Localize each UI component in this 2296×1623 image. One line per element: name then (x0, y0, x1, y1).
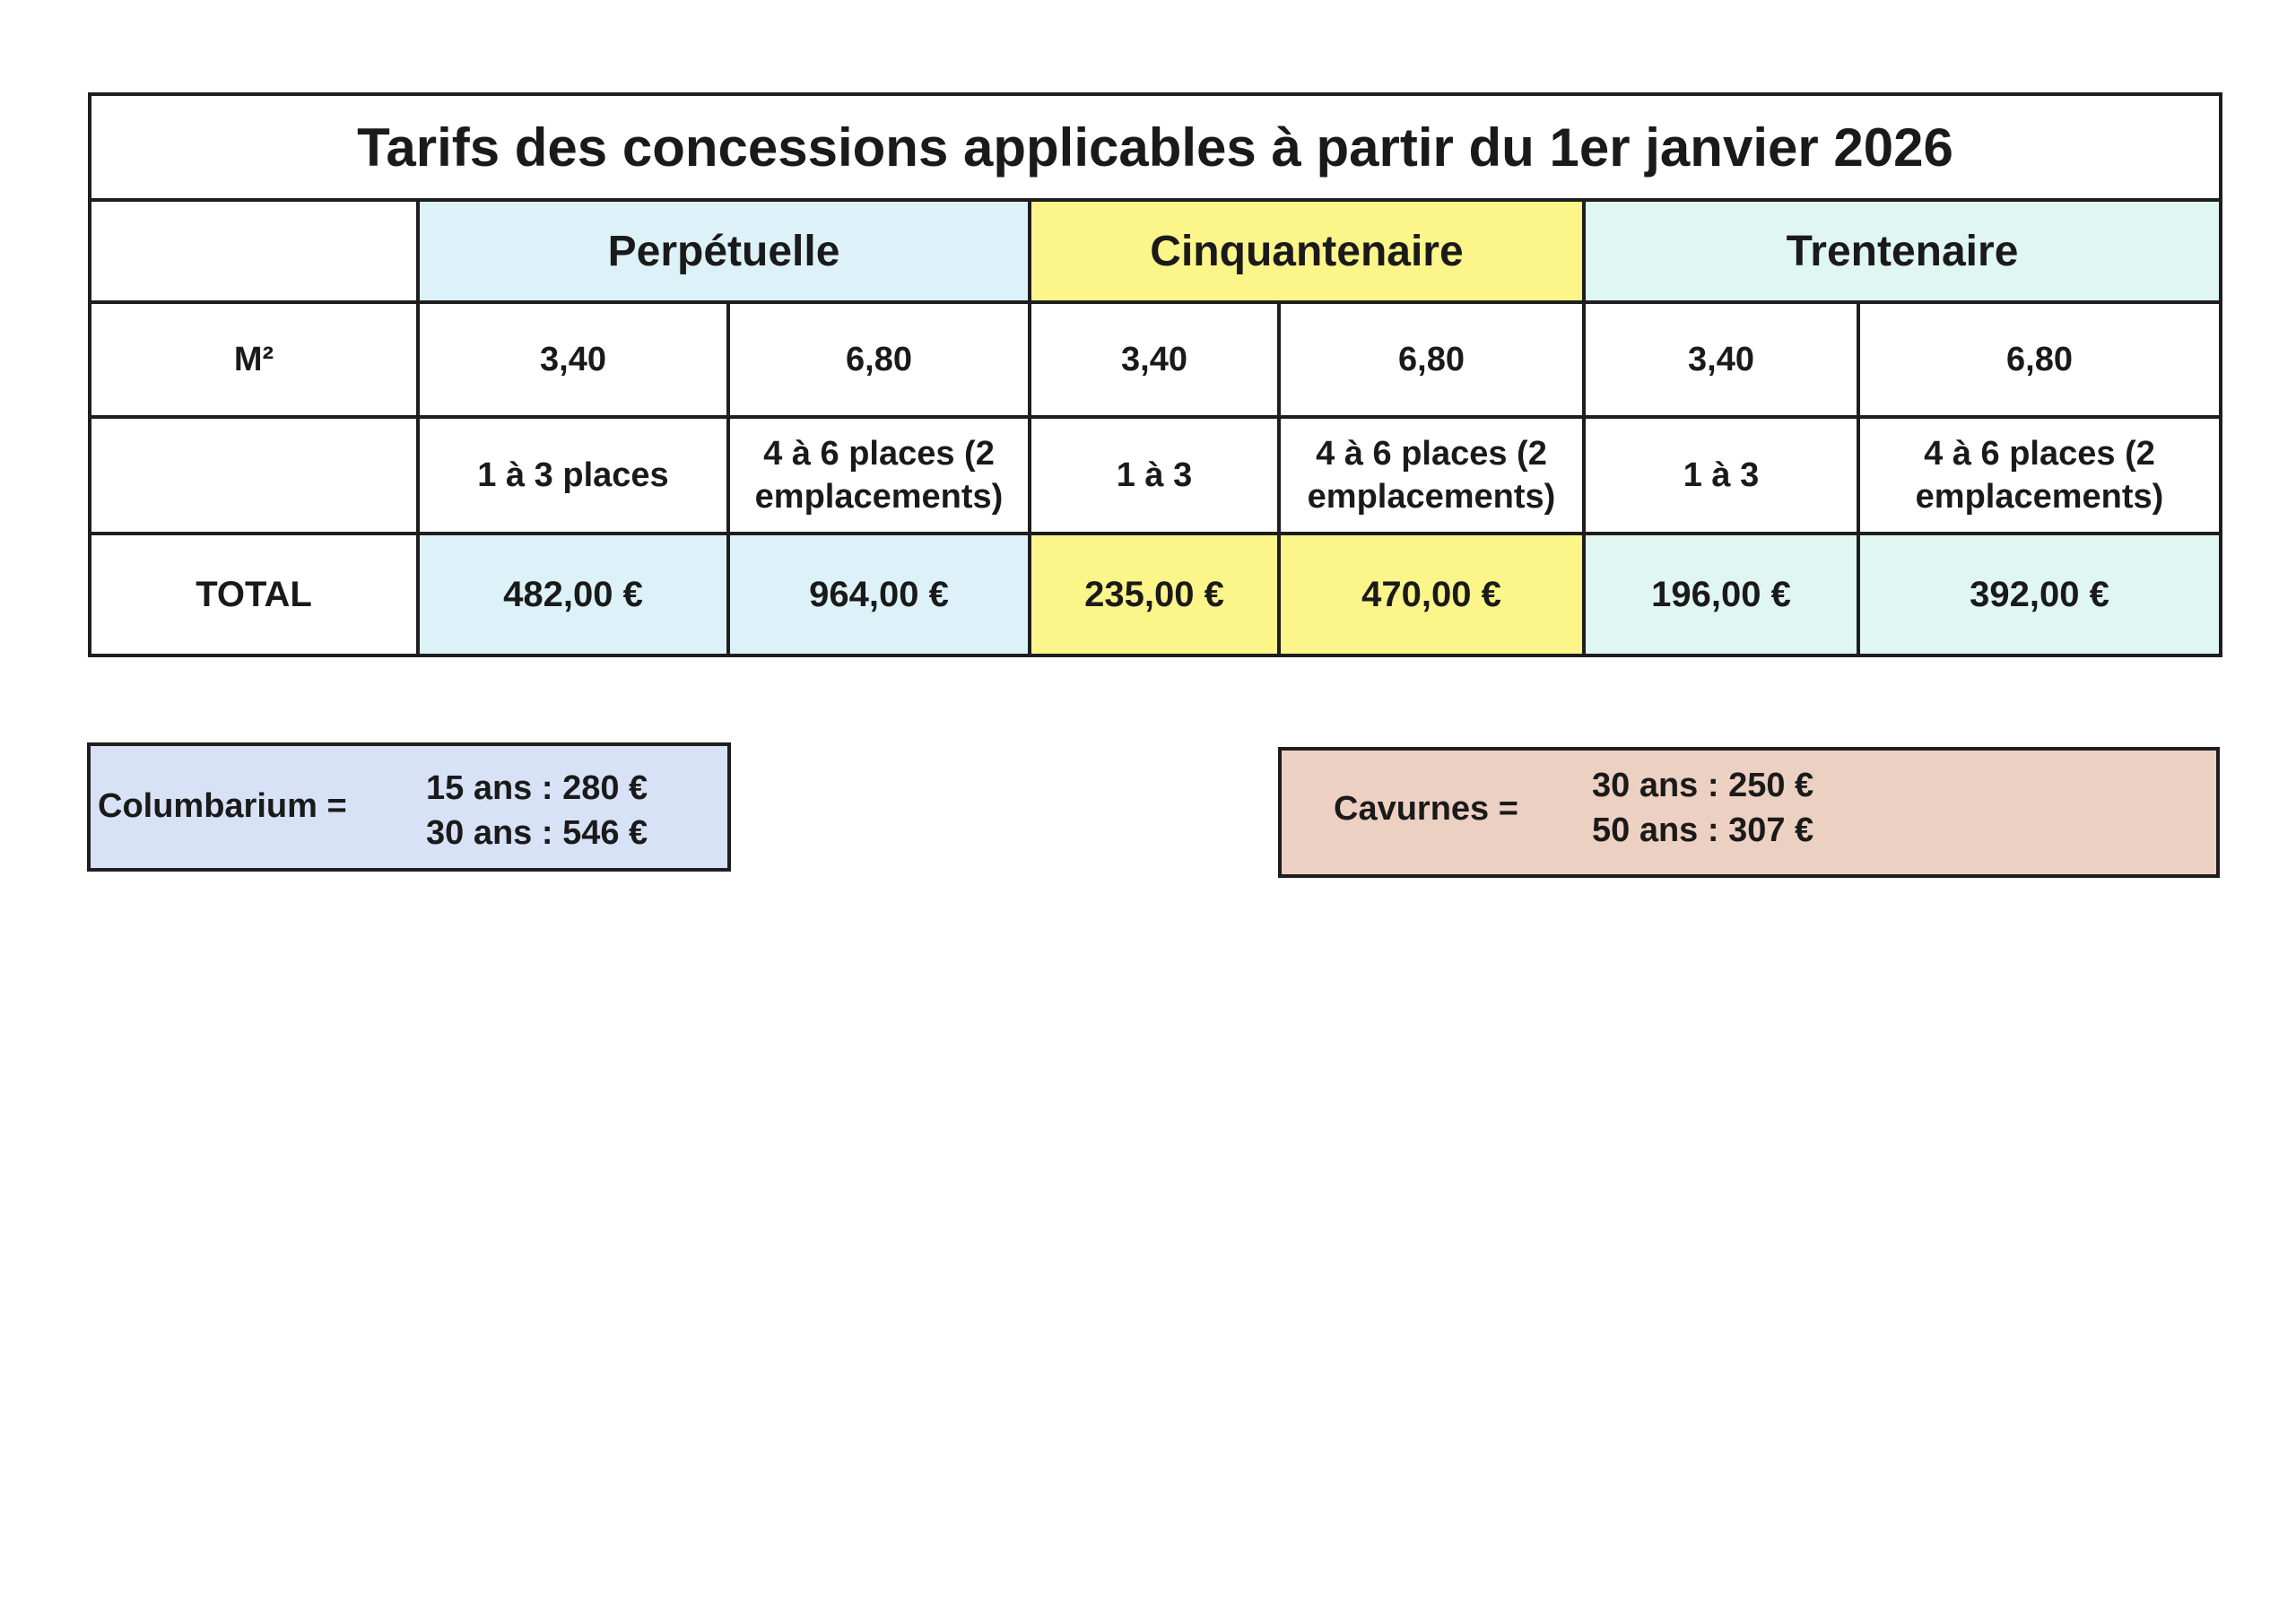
columbarium-box (87, 742, 731, 872)
columbarium-label: Columbarium = (98, 787, 347, 825)
total-cell: 392,00 € (1858, 534, 2221, 655)
columbarium-price-line: 30 ans : 546 € (426, 814, 648, 852)
total-cell: 470,00 € (1279, 534, 1584, 655)
columbarium-prices (426, 766, 648, 855)
surface-label: M² (90, 302, 418, 417)
total-cell: 964,00 € (728, 534, 1030, 655)
places-cell: 1 à 3 (1030, 417, 1279, 534)
empty-corner-cell (90, 200, 418, 302)
category-trentenaire: Trentenaire (1584, 200, 2221, 302)
tarif-table (88, 92, 2222, 657)
places-cell: 4 à 6 places (2 emplacements) (1858, 417, 2221, 534)
columbarium-price-line: 15 ans : 280 € (426, 769, 648, 807)
places-cell: 4 à 6 places (2 emplacements) (1279, 417, 1584, 534)
surface-cell: 3,40 (1584, 302, 1858, 417)
places-label (90, 417, 418, 534)
surface-cell: 6,80 (1279, 302, 1584, 417)
category-cinquantenaire: Cinquantenaire (1030, 200, 1584, 302)
surface-row (90, 302, 2221, 417)
total-cell: 196,00 € (1584, 534, 1858, 655)
cavurnes-box (1278, 747, 2220, 878)
surface-cell: 6,80 (1858, 302, 2221, 417)
title-row (90, 94, 2221, 200)
surface-cell: 6,80 (728, 302, 1030, 417)
places-cell: 1 à 3 places (418, 417, 728, 534)
total-cell: 235,00 € (1030, 534, 1279, 655)
places-row (90, 417, 2221, 534)
category-perpetuelle: Perpétuelle (418, 200, 1030, 302)
category-row (90, 200, 2221, 302)
total-label: TOTAL (90, 534, 418, 655)
places-cell: 4 à 6 places (2 emplacements) (728, 417, 1030, 534)
places-cell: 1 à 3 (1584, 417, 1858, 534)
cavurnes-prices (1592, 763, 1813, 853)
cavurnes-price-line: 50 ans : 307 € (1592, 812, 1814, 849)
total-row (90, 534, 2221, 655)
surface-cell: 3,40 (418, 302, 728, 417)
cavurnes-price-line: 30 ans : 250 € (1592, 767, 1814, 804)
surface-cell: 3,40 (1030, 302, 1279, 417)
table-title: Tarifs des concessions applicables à partir du 1er janvier 2026 (90, 94, 2221, 200)
total-cell: 482,00 € (418, 534, 728, 655)
cavurnes-label: Cavurnes = (1334, 790, 1518, 828)
